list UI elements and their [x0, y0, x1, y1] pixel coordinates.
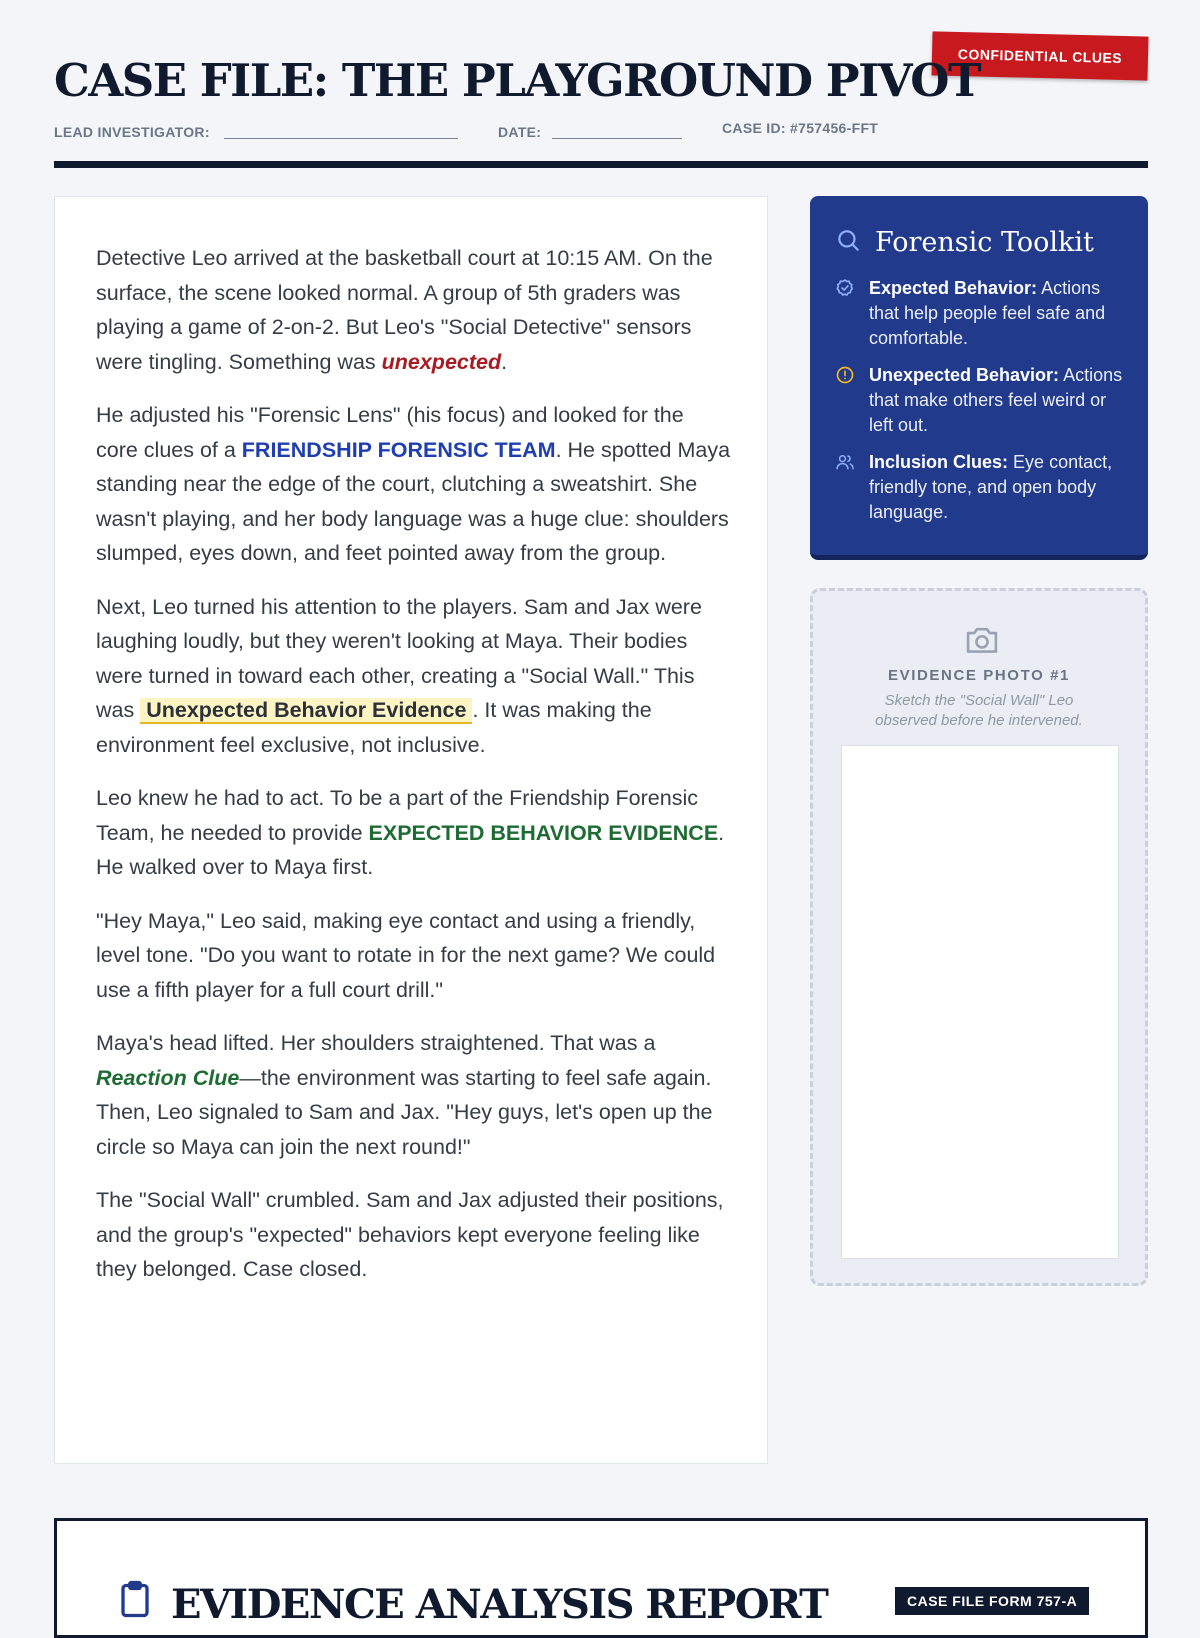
sketch-area[interactable] [841, 745, 1119, 1259]
toolkit-item-inclusion: Inclusion Clues: Eye contact, friendly tone, and open body language. [835, 450, 1123, 525]
team-highlight: FRIENDSHIP FORENSIC TEAM [241, 437, 556, 462]
evidence-photo-card [810, 588, 1148, 1286]
expected-evidence-highlight: EXPECTED BEHAVIOR EVIDENCE [368, 820, 719, 845]
story-paragraph: He adjusted his "Forensic Lens" (his focus) and looked for the core clues of a FRIENDSHIP FORENSIC TEAM. He spotted Maya standing near the edge of the court, clutching a sweatshirt. She wasn't playing, and her body language was a huge clue: shoulders slumped, eyes down, and feet pointed away from the group. [96, 403, 731, 565]
reaction-clue-highlight: Reaction Clue [96, 1065, 240, 1090]
check-badge-icon [835, 276, 857, 351]
toolkit-item-expected: Expected Behavior: Actions that help people feel safe and comfortable. [835, 276, 1123, 351]
alert-circle-icon [835, 363, 857, 438]
case-header [54, 0, 1148, 170]
camera-icon [963, 623, 1001, 662]
forensic-toolkit [810, 196, 1148, 560]
clipboard-icon [117, 1579, 153, 1624]
header-divider [54, 161, 1148, 168]
evidence-analysis-report [54, 1518, 1148, 1638]
date-field[interactable] [552, 138, 682, 139]
search-icon [835, 227, 861, 258]
report-title: EVIDENCE ANALYSIS REPORT [171, 1581, 828, 1628]
toolkit-item-unexpected: Unexpected Behavior: Actions that make others feel weird or left out. [835, 363, 1123, 438]
form-badge: CASE FILE FORM 757-A [895, 1587, 1089, 1615]
story-paragraph: Leo knew he had to act. To be a part of the Friendship Forensic Team, he needed to provide EXPECTED BEHAVIOR EVIDENCE. He walked over to Maya first. [96, 786, 725, 879]
case-id: CASE ID: #757456-FFT [722, 120, 879, 136]
evidence-photo-label: EVIDENCE PHOTO #1 [888, 667, 1070, 684]
unexpected-evidence-highlight: Unexpected Behavior Evidence [140, 698, 472, 724]
toolkit-header [835, 220, 1123, 264]
story-panel [54, 196, 768, 1464]
investigator-field[interactable] [224, 138, 458, 139]
confidential-stamp: CONFIDENTIAL CLUES [931, 31, 1148, 80]
story-paragraph: Next, Leo turned his attention to the players. Sam and Jax were laughing loudly, but they weren't looking at Maya. Their bodies were turned in toward each other, creating a "Social Wall." This was Unexpected Behavior Evidence . It was making the environment feel exclusive, not inclusive. [96, 594, 702, 757]
users-icon [835, 450, 857, 525]
evidence-photo-caption: Sketch the "Social Wall" Leo observed before he intervened. [875, 692, 1083, 729]
investigator-label: LEAD INVESTIGATOR: [54, 124, 210, 140]
unexpected-highlight: unexpected [381, 349, 502, 374]
story-paragraph: Maya's head lifted. Her shoulders straightened. That was a Reaction Clue—the environment was starting to feel safe again. Then, Leo signaled to Sam and Jax. "Hey guys, let's open up the circle so Maya can join the next round!" [96, 1031, 713, 1159]
toolkit-title: Forensic Toolkit [875, 226, 1094, 258]
page-title: CASE FILE: THE PLAYGROUND PIVOT [54, 54, 980, 107]
story-paragraph: "Hey Maya," Leo said, making eye contact and using a friendly, level tone. "Do you want to rotate in for the next game? We could use a fifth player for a full court drill." [96, 908, 716, 1002]
story-paragraph: Detective Leo arrived at the basketball court at 10:15 AM. On the surface, the scene looked normal. A group of 5th graders was playing a game of 2-on-2. But Leo's "Social Detective" sensors were tingling. Something was unexpected. [96, 246, 713, 374]
story-paragraph: The "Social Wall" crumbled. Sam and Jax adjusted their positions, and the group's "expected" behaviors kept everyone feeling like they belonged. Case closed. [96, 1188, 724, 1281]
date-label: DATE: [498, 124, 542, 140]
